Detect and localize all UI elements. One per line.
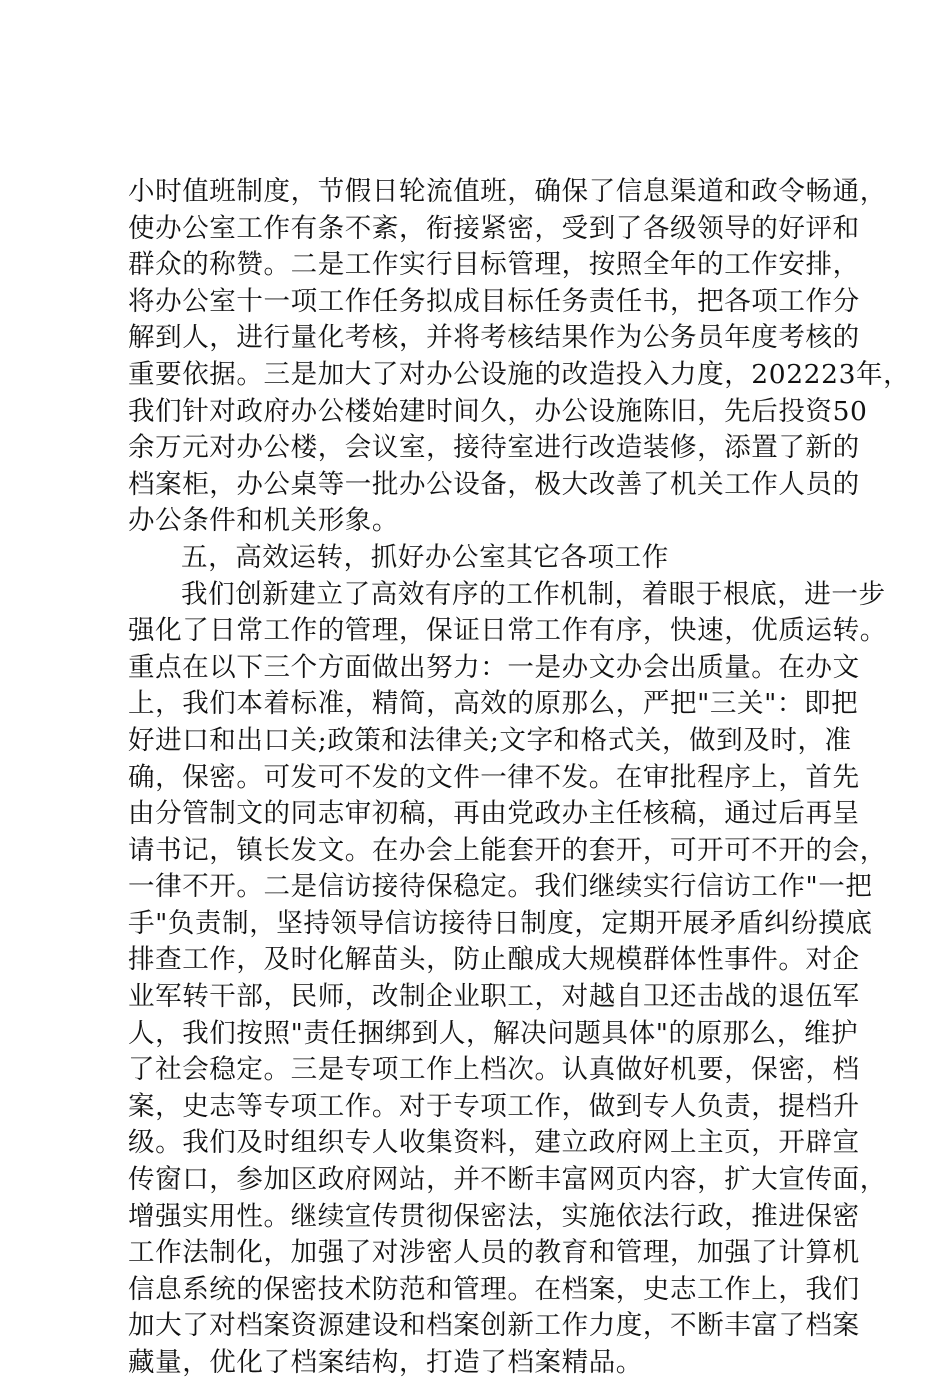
text-line: 确，保密。可发可不发的文件一律不发。在审批程序上，首先 <box>128 761 860 793</box>
text-line: 藏量，优化了档案结构，打造了档案精品。 <box>128 1347 643 1378</box>
paragraph-office-management <box>128 174 911 540</box>
text-line: 级。我们及时组织专人收集资料，建立政府网上主页，开辟宣 <box>128 1127 860 1159</box>
text-line: 重点在以下三个方面做出努力：一是办文办会出质量。在办文 <box>128 651 860 683</box>
text-line: 解到人，进行量化考核，并将考核结果作为公务员年度考核的 <box>128 322 860 354</box>
text-line: 好进口和出口关;政策和法律关;文字和格式关，做到及时，准 <box>128 724 852 756</box>
text-line: 传窗口，参加区政府网站，并不断丰富网页内容，扩大宣传面， <box>128 1164 887 1196</box>
text-line: 人，我们按照"责任捆绑到人，解决问题具体"的原那么，维护 <box>128 1017 859 1049</box>
text-line: 业军转干部，民师，改制企业职工，对越自卫还击战的退伍军 <box>128 981 860 1013</box>
text-line: 我们针对政府办公楼始建时间久，办公设施陈旧，先后投资50 <box>128 395 868 427</box>
section-heading: 五，高效运转，抓好办公室其它各项工作 <box>181 541 669 573</box>
text-line: 案，史志等专项工作。对于专项工作，做到专人负责，提档升 <box>128 1090 860 1122</box>
text-line: 信息系统的保密技术防范和管理。在档案，史志工作上，我们 <box>128 1273 860 1305</box>
text-line: 将办公室十一项工作任务拟成目标任务责任书，把各项工作分 <box>128 285 860 317</box>
text-line: 请书记，镇长发文。在办会上能套开的套开，可开可不开的会， <box>128 834 887 866</box>
text-line: 增强实用性。继续宣传贯彻保密法，实施依法行政，推进保密 <box>128 1200 860 1232</box>
text-line: 余万元对办公楼，会议室，接待室进行改造装修，添置了新的 <box>128 432 860 464</box>
text-line: 由分管制文的同志审初稿，再由党政办主任核稿，通过后再呈 <box>128 798 860 830</box>
text-line: 了社会稳定。三是专项工作上档次。认真做好机要，保密，档 <box>128 1054 860 1086</box>
document-body <box>128 174 911 1382</box>
text-line: 工作法制化，加强了对涉密人员的教育和管理，加强了计算机 <box>128 1237 860 1269</box>
paragraph-efficient-operation <box>128 577 887 1382</box>
text-line: 群众的称赞。二是工作实行目标管理，按照全年的工作安排， <box>128 249 860 281</box>
text-line: 办公条件和机关形象。 <box>128 505 399 537</box>
text-line: 使办公室工作有条不紊，衔接紧密，受到了各级领导的好评和 <box>128 212 860 244</box>
text-line: 上，我们本着标准，精简，高效的原那么，严把"三关"：即把 <box>128 688 859 720</box>
text-line: 排查工作，及时化解苗头，防止酿成大规模群体性事件。对企 <box>128 944 860 976</box>
text-line: 重要依据。三是加大了对办公设施的改造投入力度，202223年， <box>128 358 911 390</box>
text-line: 一律不开。二是信访接待保稳定。我们继续实行信访工作"一把 <box>128 871 873 903</box>
text-line: 我们创新建立了高效有序的工作机制，着眼于根底，进一步 <box>181 578 886 610</box>
text-line: 档案柜，办公桌等一批办公设备，极大改善了机关工作人员的 <box>128 468 860 500</box>
text-line: 小时值班制度，节假日轮流值班，确保了信息渠道和政令畅通， <box>128 176 887 207</box>
text-line: 强化了日常工作的管理，保证日常工作有序，快速，优质运转。 <box>128 615 887 647</box>
text-line: 加大了对档案资源建设和档案创新工作力度，不断丰富了档案 <box>128 1310 860 1342</box>
text-line: 手"负责制，坚持领导信访接待日制度，定期开展矛盾纠纷摸底 <box>128 907 873 939</box>
